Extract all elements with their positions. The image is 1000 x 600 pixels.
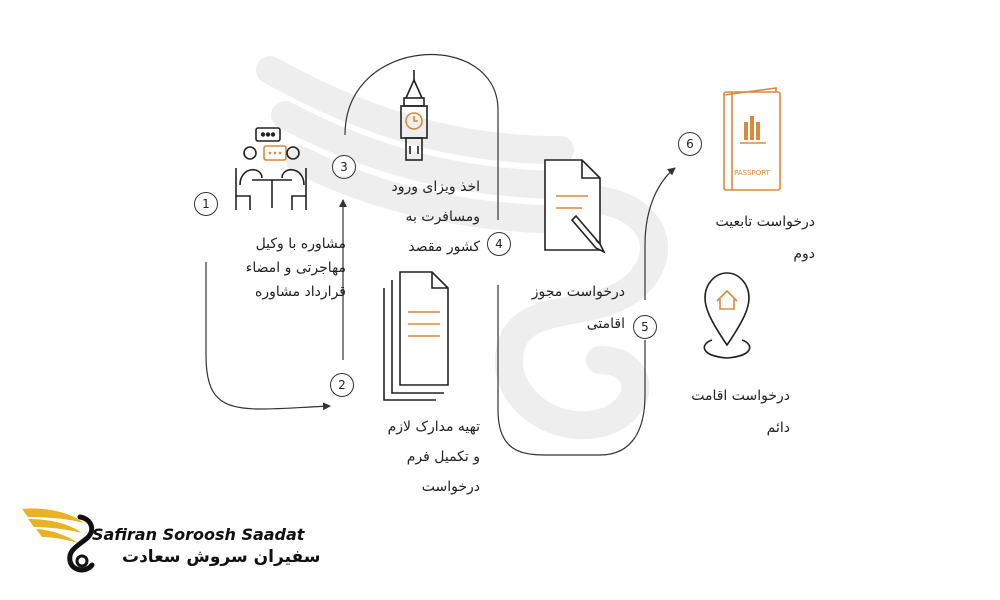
step-label-5 xyxy=(670,380,790,444)
step-label-4 xyxy=(500,276,625,340)
step-1-line-1: مشاوره با وکیل xyxy=(255,236,346,252)
step-3-line-1: اخذ ویزای ورود xyxy=(391,179,480,195)
step-3-line-2: ومسافرت به xyxy=(405,209,480,225)
documents-stack-icon xyxy=(384,272,448,400)
step-6-line-1: درخواست تابعیت xyxy=(715,214,815,230)
step-label-6 xyxy=(690,206,815,270)
step-4-line-1: درخواست مجوز xyxy=(531,284,625,300)
brand-name-en: Safiran Soroosh Saadat xyxy=(92,525,305,544)
step-2-line-1: تهیه مدارک لازم xyxy=(387,419,480,435)
brand-logo xyxy=(18,495,321,580)
home-location-pin-icon xyxy=(704,273,749,358)
step-5-line-1: درخواست اقامت xyxy=(691,388,790,404)
step-number-4: 4 xyxy=(487,232,511,256)
step-5-line-2: دائم xyxy=(766,420,790,436)
step-1-line-2: مهاجرتی و امضاء xyxy=(245,260,346,276)
step-label-1 xyxy=(196,232,346,304)
step-2-line-3: درخواست xyxy=(421,479,480,495)
step-number-1: 1 xyxy=(194,192,218,216)
step-number-5: 5 xyxy=(633,315,657,339)
document-pen-icon xyxy=(545,160,604,252)
step-label-2 xyxy=(340,412,480,502)
step-6-line-2: دوم xyxy=(793,246,815,262)
step-number-3: 3 xyxy=(332,155,356,179)
step-number-2: 2 xyxy=(330,373,354,397)
step-3-line-3: کشور مقصد xyxy=(408,239,480,255)
step-4-line-2: اقامتی xyxy=(586,316,625,332)
step-2-line-2: و تکمیل فرم xyxy=(406,449,480,465)
brand-name-fa: سفیران سروش سعادت xyxy=(122,547,321,567)
step-number-6: 6 xyxy=(678,132,702,156)
passport-text: PASSPORT xyxy=(734,169,770,177)
passport-icon xyxy=(724,88,780,190)
step-label-3 xyxy=(340,172,480,262)
step-1-line-3: قرارداد مشاوره xyxy=(255,284,346,300)
